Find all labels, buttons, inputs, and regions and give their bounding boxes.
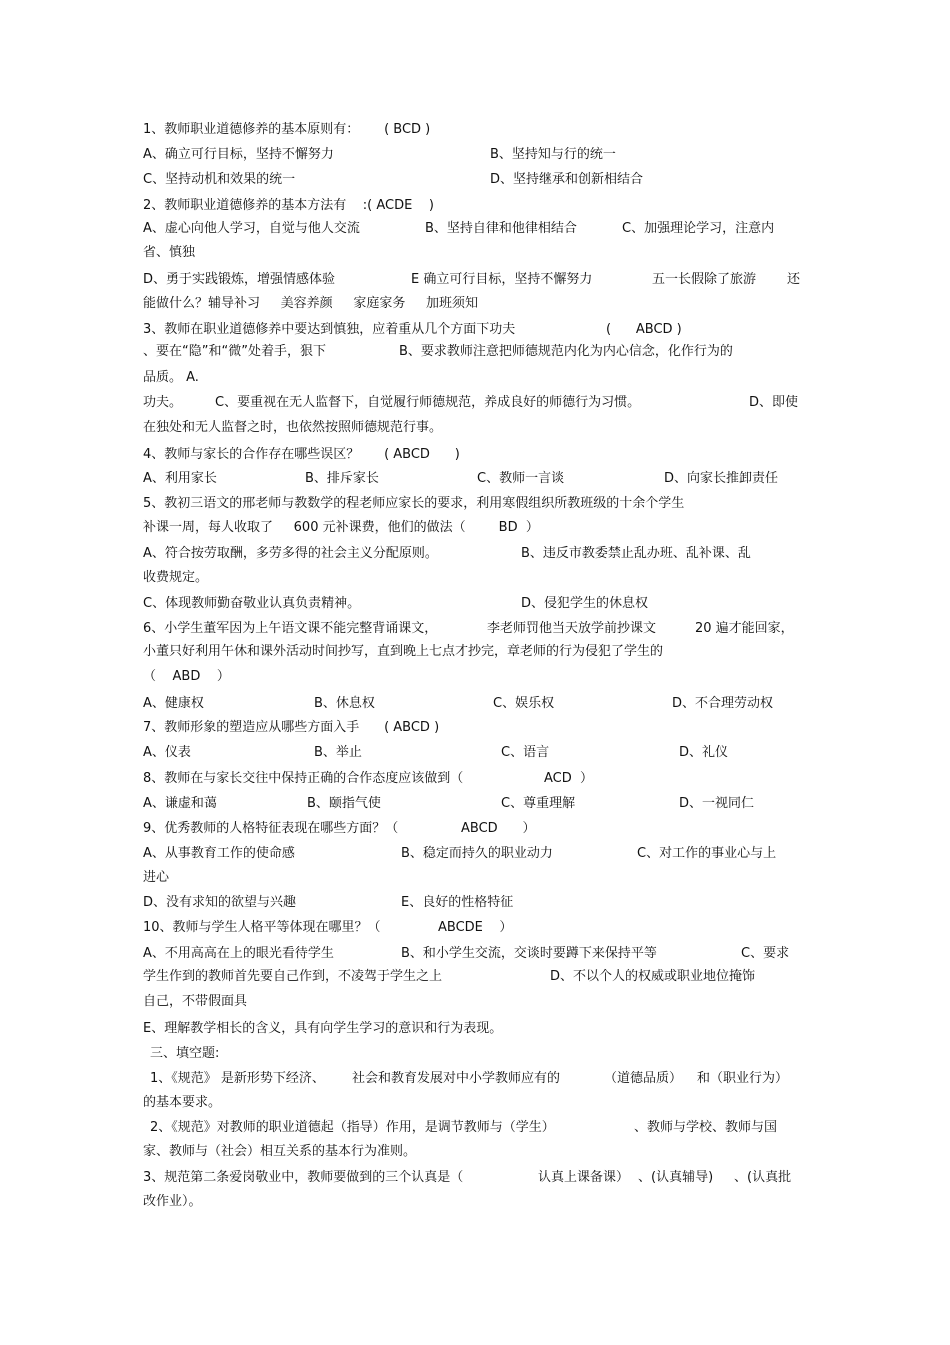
q10-option-a: A、不用高高在上的眼光看待学生 [143, 946, 334, 961]
fill1-blank-2: 和（职业行为） [697, 1071, 789, 1086]
section-fill-blank-heading: 三、填空题: [150, 1046, 220, 1061]
q2-option-c-cont: 省、慎独 [143, 245, 196, 260]
q10-title: 10、教师与学生人格平等体现在哪里？（ [143, 920, 381, 935]
fill1-text-mid: 社会和教育发展对中小学教师应有的 [352, 1071, 561, 1086]
q3-option-b-cont: 品质。 A. [143, 370, 199, 385]
q8-option-a: A、谦虚和蔼 [143, 796, 217, 811]
q10-option-c: C、要求 [741, 946, 790, 961]
fill2-text: 2、《规范》对教师的职业道德起（指导）作用，是调节教师与（学生） [150, 1120, 555, 1135]
q2-option-a: A、虚心向他人学习，自觉与他人交流 [143, 221, 360, 236]
fill1-text-cont: 的基本要求。 [143, 1095, 222, 1110]
q4-title: 4、教师与家长的合作存在哪些误区？ ( ABCD ) [143, 447, 460, 462]
fill3-text-cont: 改作业）。 [143, 1194, 202, 1209]
q2-option-c: C、加强理论学习，注意内 [622, 221, 775, 236]
q8-title: 8、教师在与家长交往中保持正确的合作态度应该做到（ [143, 771, 464, 786]
q3-option-d: D、即使 [749, 395, 799, 410]
fill1-blank-1: （道德品质） [604, 1071, 683, 1086]
q6-option-b: B、休息权 [314, 696, 375, 711]
q8-option-b: B、颐指气使 [307, 796, 381, 811]
q10-answer: ABCDE ） [438, 920, 513, 935]
q4-option-c: C、教师一言谈 [477, 471, 565, 486]
q9-option-c: C、对工作的事业心与上 [637, 846, 777, 861]
q7-option-d: D、礼仪 [679, 745, 729, 760]
fill2-text-mid: 、教师与学校、教师与国 [634, 1120, 778, 1135]
q8-option-d: D、一视同仁 [679, 796, 755, 811]
q6-answer: （ ABD ） [143, 669, 230, 684]
q9-option-d: D、没有求知的欲望与兴趣 [143, 895, 297, 910]
q9-option-c-cont: 进心 [143, 870, 170, 885]
q7-option-b: B、举止 [314, 745, 362, 760]
q9-option-b: B、稳定而持久的职业动力 [401, 846, 553, 861]
q2-option-e: E 确立可行目标，坚持不懈努力 [411, 272, 593, 287]
fill3-blank-1: 认真上课备课） [538, 1170, 630, 1185]
q6-title: 6、小学生董军因为上午语文课不能完整背诵课文， [143, 621, 438, 636]
q5-option-c: C、体现教师勤奋敬业认真负责精神。 [143, 596, 361, 611]
q7-option-a: A、仪表 [143, 745, 191, 760]
q9-option-a: A、从事教育工作的使命感 [143, 846, 295, 861]
q8-answer: ACD ） [544, 771, 594, 786]
fill3-blank-2: 、(认真辅导) [638, 1170, 714, 1185]
q5-option-b: B、违反市教委禁止乱办班、乱补课、乱 [521, 546, 751, 561]
q5-option-a: A、符合按劳取酬，多劳多得的社会主义分配原则。 [143, 546, 438, 561]
fill3-blank-3: 、(认真批 [734, 1170, 792, 1185]
q7-title: 7、教师形象的塑造应从哪些方面入手 ( ABCD ) [143, 720, 440, 735]
q1-option-d: D、坚持继承和创新相结合 [490, 172, 644, 187]
q4-option-d: D、向家长推卸责任 [664, 471, 779, 486]
q3-option-b: B、要求教师注意把师德规范内化为内心信念，化作行为的 [399, 344, 733, 359]
q2-option-d: D、勇于实践锻炼，增强情感体验 [143, 272, 336, 287]
q2-title: 2、教师职业道德修养的基本方法有 :( ACDE ) [143, 198, 434, 213]
q9-option-e: E、良好的性格特征 [401, 895, 514, 910]
q1-option-b: B、坚持知与行的统一 [490, 147, 616, 162]
q6-option-c: C、娱乐权 [493, 696, 555, 711]
q5-option-b-cont: 收费规定。 [143, 570, 209, 585]
q10-option-c-cont: 学生作到的教师首先要自己作到，不凌驾于学生之上 [143, 969, 443, 984]
q9-title: 9、优秀教师的人格特征表现在哪些方面？（ [143, 821, 399, 836]
q3-option-a: 、要在“隐”和“微”处着手，狠下 [143, 344, 326, 359]
q1-title: 1、教师职业道德修养的基本原则有： ( BCD ) [143, 122, 431, 137]
q3-option-a-cont: 功夫。 [143, 395, 183, 410]
q5-option-d: D、侵犯学生的休息权 [521, 596, 649, 611]
q3-title: 3、教师在职业道德修养中要达到慎独，应着重从几个方面下功夫 [143, 322, 516, 337]
q7-option-c: C、语言 [501, 745, 550, 760]
fill1-text: 1、《规范》 是新形势下经济、 [150, 1071, 325, 1086]
q3-option-c: C、要重视在无人监督下，自觉履行师德规范，养成良好的师德行为习惯。 [215, 395, 641, 410]
q10-option-b: B、和小学生交流，交谈时要蹲下来保持平等 [401, 946, 657, 961]
q6-title-mid: 李老师罚他当天放学前抄课文 [487, 621, 657, 636]
ad-links: 能做什么？辅导补习 美容养颜 家庭家务 加班须知 [143, 296, 478, 311]
q10-option-d-cont: 自己，不带假面具 [143, 994, 248, 1009]
q5-title-cont: 补课一周，每人收取了 600 元补课费，他们的做法（ BD ） [143, 520, 539, 535]
q1-option-a: A、确立可行目标，坚持不懈努力 [143, 147, 334, 162]
q10-option-e: E、理解教学相长的含义，具有向学生学习的意识和行为表现。 [143, 1021, 503, 1036]
q9-answer: ABCD ） [461, 821, 536, 836]
q5-title: 5、教初三语文的邢老师与教数学的程老师应家长的要求，利用寒假组织所教班级的十余个学生 [143, 496, 685, 511]
fill2-text-cont: 家、教师与（社会）相互关系的基本行为准则。 [143, 1144, 417, 1159]
q2-option-b: B、坚持自律和他律相结合 [425, 221, 577, 236]
q3-answer: ( ABCD ) [606, 322, 682, 337]
q8-option-c: C、尊重理解 [501, 796, 576, 811]
fill3-text: 3、规范第二条爱岗敬业中，教师要做到的三个认真是（ [143, 1170, 464, 1185]
q6-option-a: A、健康权 [143, 696, 204, 711]
q4-option-a: A、利用家长 [143, 471, 217, 486]
q1-option-c: C、坚持动机和效果的统一 [143, 172, 296, 187]
q3-option-d-cont: 在独处和无人监督之时，也依然按照师德规范行事。 [143, 420, 443, 435]
ad-text: 五一长假除了旅游 [652, 272, 757, 287]
q10-option-d: D、不以个人的权威或职业地位掩饰 [550, 969, 756, 984]
q6-title-end: 20 遍才能回家， [695, 621, 794, 636]
q6-option-d: D、不合理劳动权 [672, 696, 774, 711]
q6-title-cont: 小董只好利用午休和课外活动时间抄写，直到晚上七点才抄完，章老师的行为侵犯了学生的 [143, 644, 664, 659]
ad-text-end: 还 [787, 272, 801, 287]
q4-option-b: B、排斥家长 [305, 471, 379, 486]
